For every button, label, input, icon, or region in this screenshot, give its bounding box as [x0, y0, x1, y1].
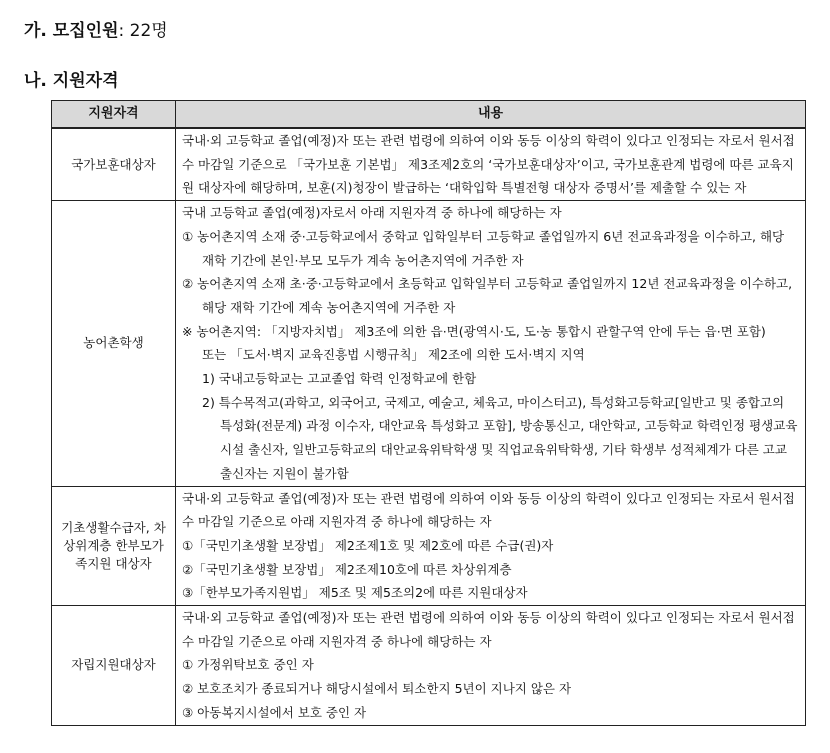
content-line: 국내·외 고등학교 졸업(예정)자 또는 관련 법령에 의하여 이와 동등 이상의 학력이 있다고 인정되는 자로서 원서접수 마감일 기준으로 아래 지원자격 중 하나에 해당하는 자: [182, 490, 795, 530]
content-line: ②「국민기초생활 보장법」 제2조제10호에 따른 차상위계층: [182, 561, 512, 577]
qualification-cell: 기초생활수급자, 차상위계층 한부모가족지원 대상자: [52, 486, 176, 606]
content-line: ① 농어촌지역 소재 중·고등학교에서 중학교 입학일부터 고등학교 졸업일까지 6년 전교육과정을 이수하고, 해당 재학 기간에 본인·부모 모두가 계속 농어촌지역에 거주한 자: [182, 228, 785, 268]
table-row: [52, 486, 806, 606]
qualification-cell: 농어촌학생: [52, 201, 176, 486]
table-row: [52, 128, 806, 201]
content-cell: [176, 486, 806, 606]
recruit-count: [24, 16, 168, 41]
header-content: 내용: [176, 101, 806, 129]
table-row: [52, 606, 806, 726]
qualification-cell: 자립지원대상자: [52, 606, 176, 726]
content-line: ② 농어촌지역 소재 초·중·고등학교에서 초등학교 입학일부터 고등학교 졸업일까지 12년 전교육과정을 이수하고, 해당 재학 기간에 계속 농어촌지역에 거주한 자: [182, 276, 793, 315]
content-line: 2) 특수목적고(과학고, 외국어고, 국제고, 예술고, 체육고, 마이스터고), 특성화고등학교[일반고 및 종합고의 특성화(전문계) 과정 이수자, 대안교육 특성화고 포함], 방송통신고, 대안학교, 고등학교 학력인정 평생교육시설 출신자, 일반고등학교의 대안교육위탁학생 및 직업교육위탁학생, 기타 학생부 성적체계가 다른 고교 출신자는 지원이 불가함: [202, 394, 798, 481]
header-qualification: 지원자격: [52, 101, 176, 129]
content-cell: [176, 128, 806, 201]
content-line: 1) 국내고등학교는 고교졸업 학력 인정학교에 한함: [202, 371, 477, 387]
content-line: ※ 농어촌지역: 「지방자치법」 제3조에 의한 읍·면(광역시·도, 도·농 통합시 관할구역 안에 두는 읍·면 포함): [182, 323, 766, 339]
content-line: 국내 고등학교 졸업(예정)자로서 아래 지원자격 중 하나에 해당하는 자: [182, 205, 562, 221]
content-line: ② 보호조치가 종료되거나 해당시설에서 퇴소한지 5년이 지나지 않은 자: [182, 681, 572, 697]
content-line: ① 가정위탁보호 중인 자: [182, 657, 314, 673]
content-line: 또는 「도서·벽지 교육진흥법 시행규칙」 제2조에 의한 도서·벽지 지역: [202, 347, 585, 363]
qualification-table: [51, 100, 806, 726]
section-title: 나. 지원자격: [24, 71, 119, 91]
content-line: ③ 아동복지시설에서 보호 중인 자: [182, 704, 367, 720]
content-cell: [176, 201, 806, 486]
content-line: 국내·외 고등학교 졸업(예정)자 또는 관련 법령에 의하여 이와 동등 이상의 학력이 있다고 인정되는 자로서 원서접수 마감일 기준으로 「국가보훈 기본법」 제3조제2호의 ‘국가보훈대상자’이고, 국가보훈관계 법령에 따른 교육지원 대상자에 해당하며, 보훈(지)청장이 발급하는 ‘대학입학 특별전형 대상자 증명서’를 제출할 수 있는 자: [182, 133, 795, 196]
content-line: ③「한부모가족지원법」 제5조 및 제5조의2에 따른 지원대상자: [182, 585, 528, 601]
content-cell: [176, 606, 806, 726]
content-line: 국내·외 고등학교 졸업(예정)자 또는 관련 법령에 의하여 이와 동등 이상의 학력이 있다고 인정되는 자로서 원서접수 마감일 기준으로 아래 지원자격 중 하나에 해당하는 자: [182, 610, 795, 649]
recruit-label: 가. 모집인원: [24, 21, 119, 41]
table-row: [52, 201, 806, 486]
qualification-cell: 국가보훈대상자: [52, 128, 176, 201]
table-header-row: [52, 101, 806, 129]
content-line: ①「국민기초생활 보장법」 제2조제1호 및 제2호에 따른 수급(권)자: [182, 537, 554, 553]
recruit-value: : 22명: [118, 21, 168, 41]
